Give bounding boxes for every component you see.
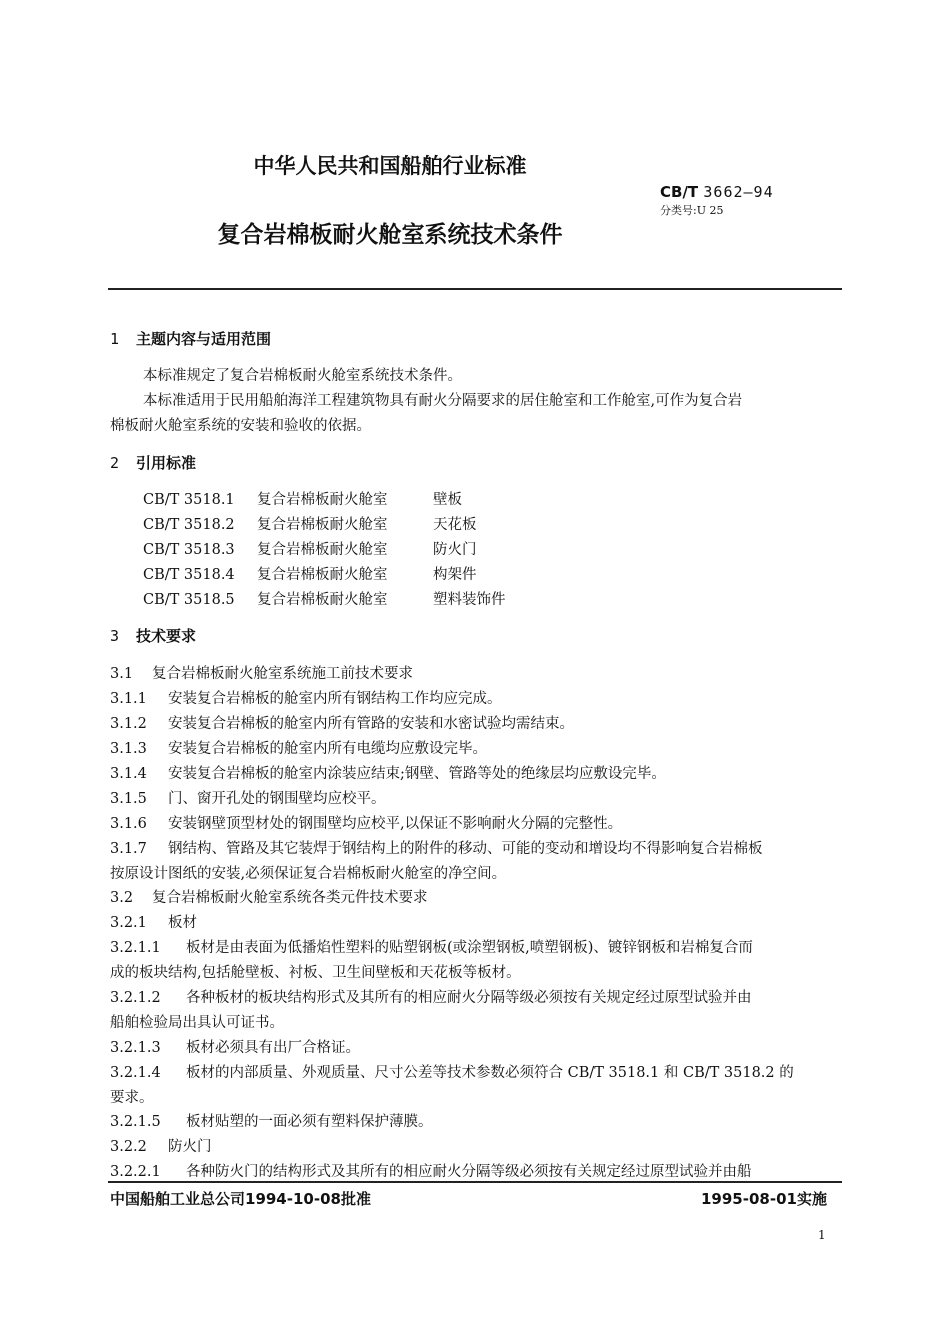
- document-title: 复合岩棉板耐火舱室系统技术条件: [217, 222, 563, 248]
- clause-text: 各种防火门的结构形式及其所有的相应耐火分隔等级必须按有关规定经过原型试验并由船: [186, 1164, 752, 1180]
- clause-text: 板材的内部质量、外观质量、尺寸公差等技术参数必须符合 CB/T 3518.1 和 CB/T 3518.2 的: [186, 1065, 794, 1081]
- reference-row: [143, 563, 477, 584]
- reference-name: 复合岩棉板耐火舱室: [257, 492, 388, 508]
- reference-row: [143, 588, 506, 609]
- reference-part: 防火门: [433, 542, 477, 558]
- reference-code: CB/T 3518.4: [143, 567, 235, 583]
- footer-divider: [108, 1181, 842, 1183]
- clause-number: 3.1.3: [110, 741, 147, 757]
- section-2-heading: [110, 452, 196, 473]
- clause: [110, 737, 487, 758]
- section-number: 1: [110, 330, 120, 348]
- reference-code: CB/T 3518.2: [143, 517, 235, 533]
- section-1-paragraph: 本标准规定了复合岩棉板耐火舱室系统技术条件。: [143, 368, 462, 384]
- section-3-heading: [110, 625, 196, 646]
- clause: [110, 1061, 794, 1082]
- reference-row: [143, 513, 477, 534]
- clause-text: 安装复合岩棉板的舱室内所有管路的安装和水密试验均需结束。: [168, 716, 574, 732]
- standard-code-prefix: CB/T: [660, 183, 699, 201]
- clause-number: 3.1.7: [110, 841, 147, 857]
- clause: [110, 712, 574, 733]
- reference-name: 复合岩棉板耐火舱室: [257, 542, 388, 558]
- reference-part: 塑料装饰件: [433, 592, 506, 608]
- clause-continuation: 船舶检验局出具认可证书。: [110, 1015, 284, 1031]
- clause-number: 3.1.4: [110, 766, 147, 782]
- clause-text: 门、窗开孔处的钢围壁均应校平。: [168, 791, 386, 807]
- clause-text: 安装钢壁顶型材处的钢围壁均应校平,以保证不影响耐火分隔的完整性。: [168, 816, 623, 832]
- clause-text: 板材是由表面为低播焰性塑料的贴塑钢板(或涂塑钢板,喷塑钢板)、镀锌钢板和岩棉复合而: [186, 940, 753, 956]
- clause-number: 3.2.1.4: [110, 1065, 161, 1081]
- section-1-paragraph: 本标准适用于民用船舶海洋工程建筑物具有耐火分隔要求的居住舱室和工作舱室,可作为复合岩: [143, 393, 743, 409]
- clause: [110, 662, 413, 683]
- issuing-organization: 中华人民共和国船舶行业标准: [253, 154, 527, 178]
- clause-number: 3.2: [110, 890, 134, 906]
- clause: [110, 911, 197, 932]
- clause-number: 3.1.2: [110, 716, 147, 732]
- clause: [110, 1135, 212, 1156]
- clause-text: 板材贴塑的一面必须有塑料保护薄膜。: [186, 1114, 433, 1130]
- approval-line: 中国船舶工业总公司1994-10-08批准: [110, 1190, 371, 1208]
- section-title: 引用标准: [136, 454, 197, 472]
- clause-text: 复合岩棉板耐火舱室系统施工前技术要求: [152, 666, 413, 682]
- reference-part: 天花板: [433, 517, 477, 533]
- reference-code: CB/T 3518.3: [143, 542, 235, 558]
- reference-part: 构架件: [433, 567, 477, 583]
- clause-continuation: 要求。: [110, 1090, 154, 1106]
- clause-continuation: 按原设计图纸的安装,必须保证复合岩棉板耐火舱室的净空间。: [110, 866, 507, 882]
- classification-number: 分类号:U 25: [660, 204, 724, 217]
- clause-continuation: 成的板块结构,包括舱壁板、衬板、卫生间壁板和天花板等板材。: [110, 965, 521, 981]
- reference-name: 复合岩棉板耐火舱室: [257, 592, 388, 608]
- clause-text: 防火门: [168, 1139, 212, 1155]
- clause: [110, 687, 502, 708]
- clause-text: 安装复合岩棉板的舱室内所有钢结构工作均应完成。: [168, 691, 502, 707]
- reference-name: 复合岩棉板耐火舱室: [257, 567, 388, 583]
- page-number: 1: [818, 1228, 826, 1242]
- reference-name: 复合岩棉板耐火舱室: [257, 517, 388, 533]
- clause: [110, 812, 622, 833]
- section-title: 主题内容与适用范围: [136, 330, 272, 348]
- reference-code: CB/T 3518.5: [143, 592, 235, 608]
- clause-number: 3.1.5: [110, 791, 147, 807]
- clause: [110, 936, 753, 957]
- clause-number: 3.2.1.2: [110, 990, 161, 1006]
- clause-number: 3.1: [110, 666, 134, 682]
- header-divider: [108, 288, 842, 290]
- clause: [110, 1036, 360, 1057]
- clause-number: 3.2.1.5: [110, 1114, 161, 1130]
- clause-text: 复合岩棉板耐火舱室系统各类元件技术要求: [152, 890, 428, 906]
- clause: [110, 787, 386, 808]
- clause-text: 板材: [168, 915, 197, 931]
- section-number: 3: [110, 627, 120, 645]
- clause-number: 3.2.2: [110, 1139, 147, 1155]
- clause-text: 各种板材的板块结构形式及其所有的相应耐火分隔等级必须按有关规定经过原型试验并由: [186, 990, 752, 1006]
- clause-number: 3.2.2.1: [110, 1164, 161, 1180]
- section-1-heading: [110, 328, 271, 349]
- clause-number: 3.2.1.3: [110, 1040, 161, 1056]
- reference-row: [143, 488, 462, 509]
- clause: [110, 986, 752, 1007]
- effective-date: 1995-08-01实施: [701, 1190, 827, 1208]
- clause-number: 3.1.6: [110, 816, 147, 832]
- section-title: 技术要求: [136, 627, 197, 645]
- clause-text: 安装复合岩棉板的舱室内所有电缆均应敷设完毕。: [168, 741, 487, 757]
- section-number: 2: [110, 454, 120, 472]
- reference-part: 壁板: [433, 492, 462, 508]
- clause-text: 安装复合岩棉板的舱室内涂装应结束;钢壁、管路等处的绝缘层均应敷设完毕。: [168, 766, 666, 782]
- clause-number: 3.2.1: [110, 915, 147, 931]
- clause: [110, 762, 666, 783]
- clause: [110, 837, 763, 858]
- standard-code: [660, 183, 774, 201]
- section-1-paragraph: 棉板耐火舱室系统的安装和验收的依据。: [110, 418, 371, 434]
- standard-code-number: 3662—94: [703, 183, 774, 201]
- reference-code: CB/T 3518.1: [143, 492, 235, 508]
- clause-text: 钢结构、管路及其它装焊于钢结构上的附件的移动、可能的变动和增设均不得影响复合岩棉板: [168, 841, 763, 857]
- clause: [110, 1160, 752, 1181]
- clause: [110, 1110, 433, 1131]
- clause: [110, 886, 428, 907]
- clause-number: 3.2.1.1: [110, 940, 161, 956]
- clause-number: 3.1.1: [110, 691, 147, 707]
- reference-row: [143, 538, 477, 559]
- clause-text: 板材必须具有出厂合格证。: [186, 1040, 360, 1056]
